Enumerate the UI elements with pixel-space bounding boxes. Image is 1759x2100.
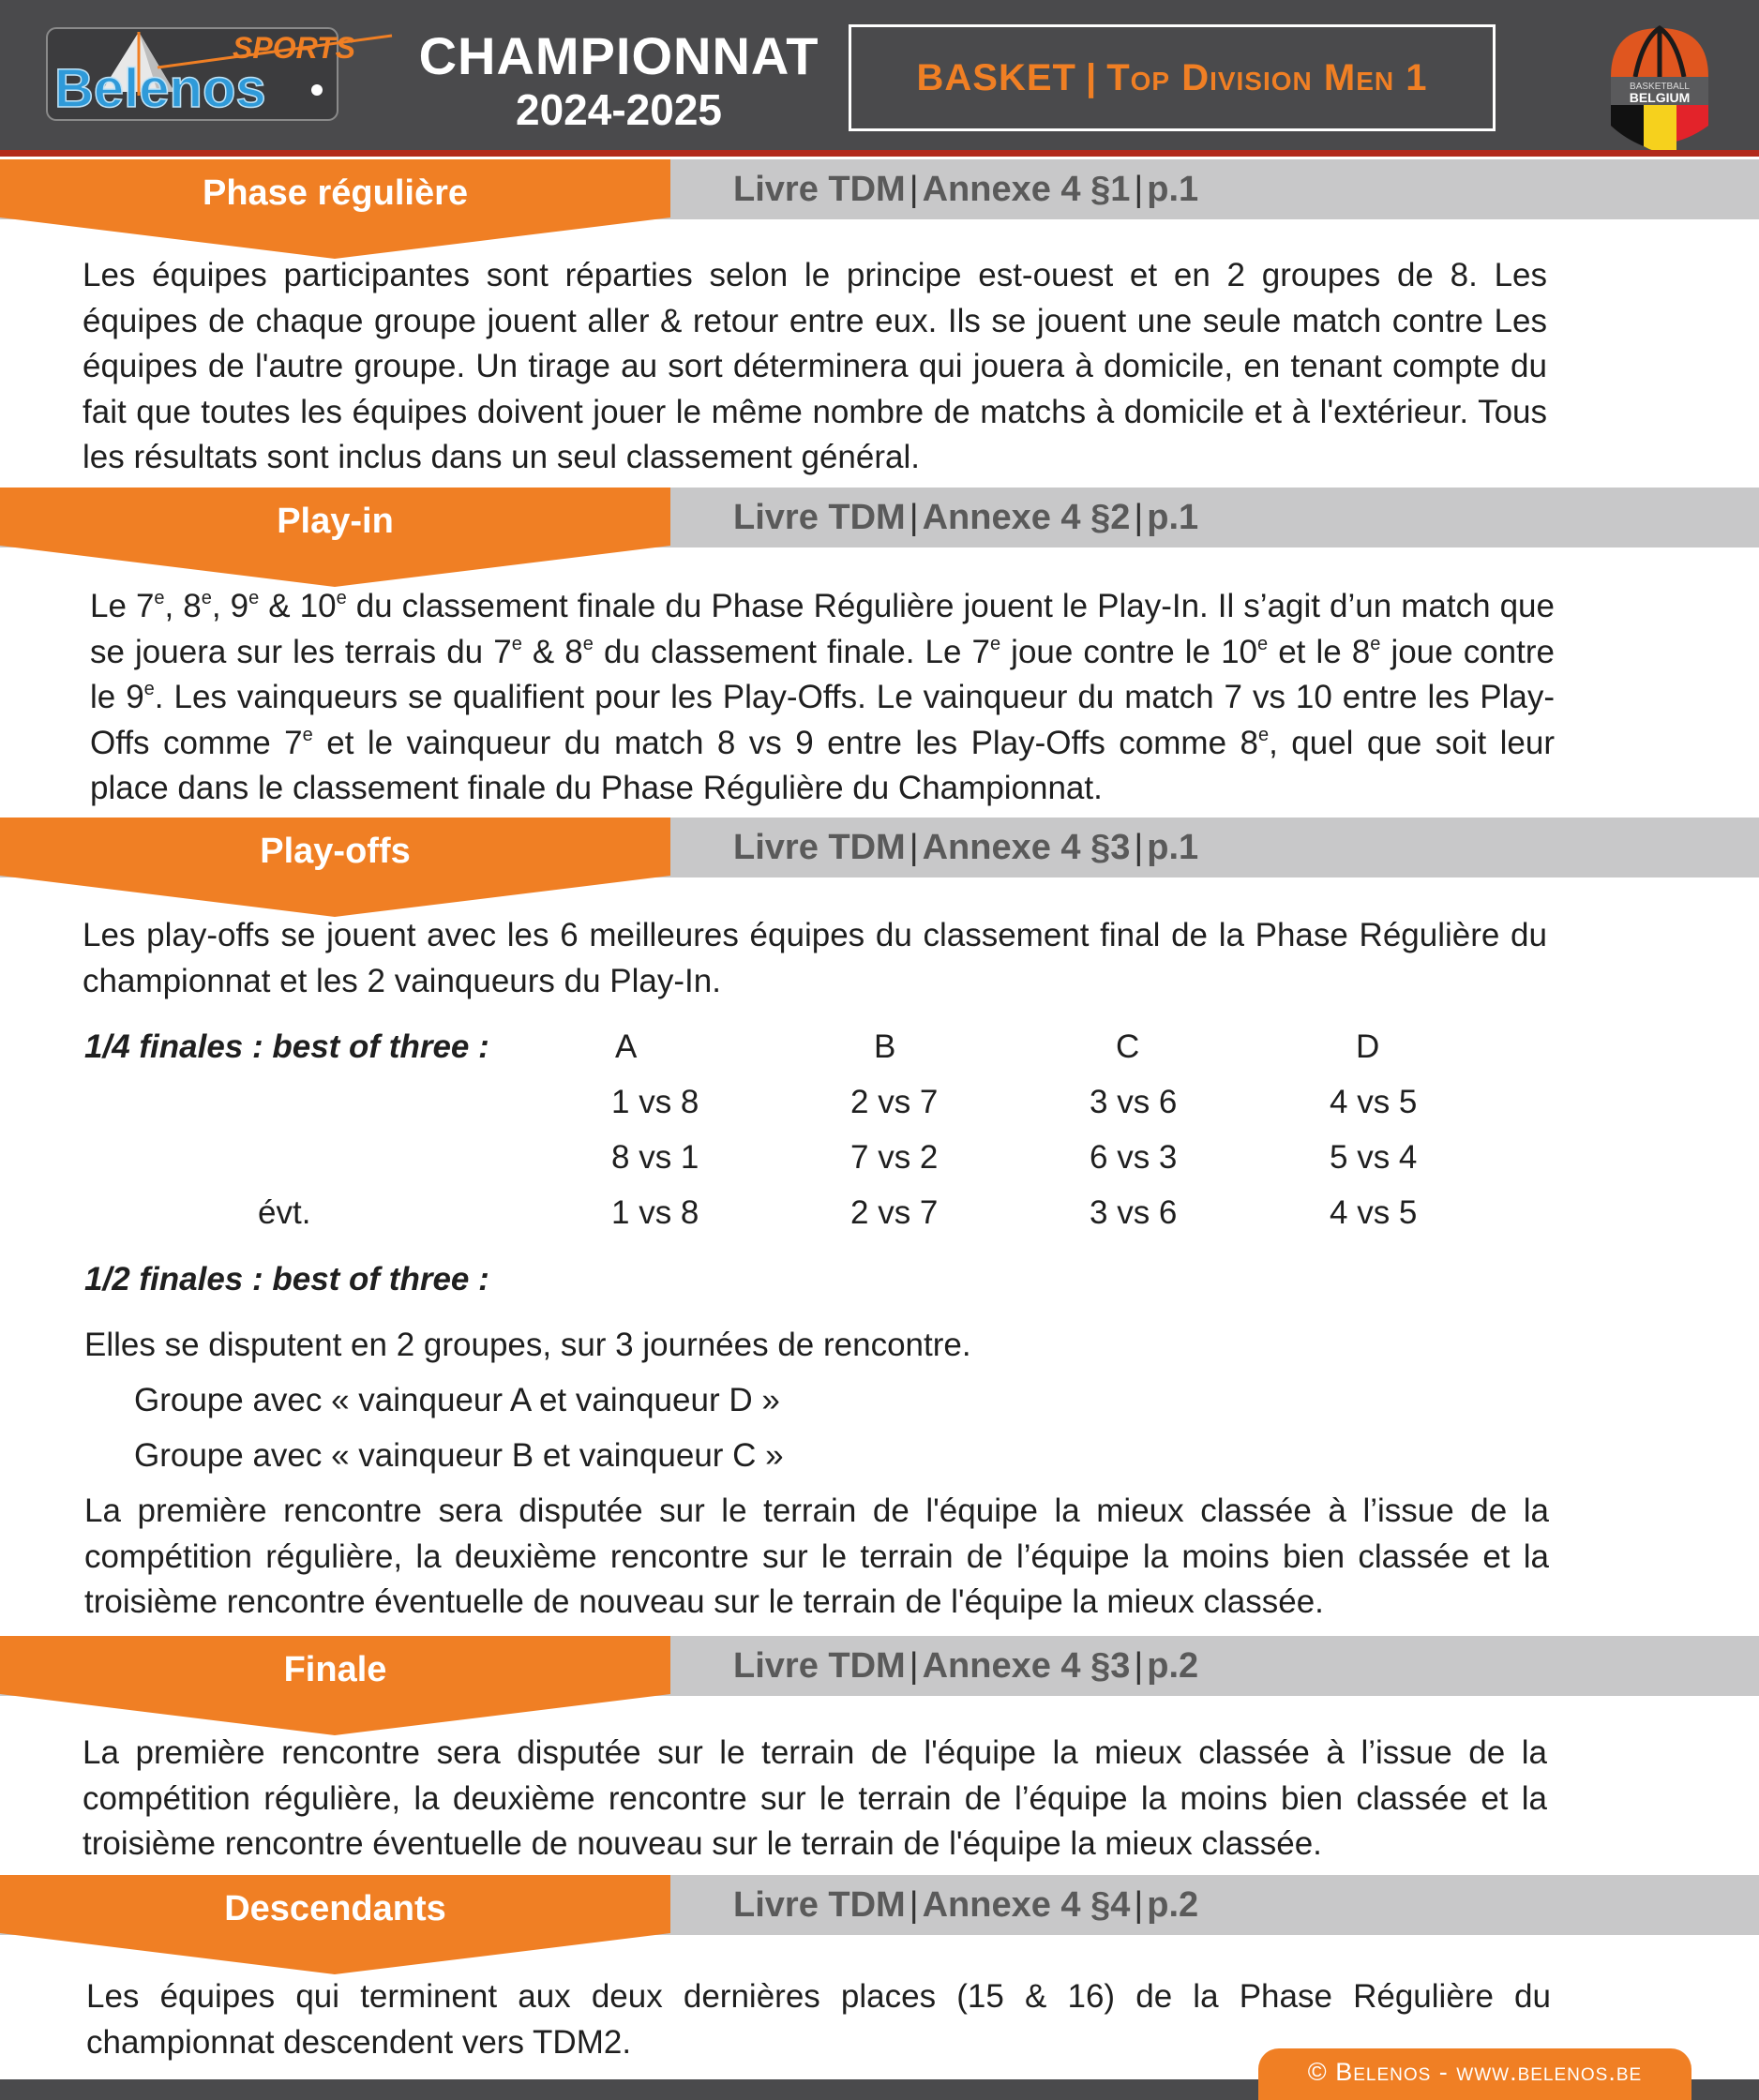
quarter-game1-c: 3 vs 6 [1090,1084,1178,1120]
section-title-playin: Play-in [277,502,394,541]
basketball-belgium-badge [1601,21,1718,161]
section-bar-playoffs [0,818,1759,921]
division-sport: BASKET [916,56,1076,98]
division-box [849,24,1496,131]
quarter-game1-b: 2 vs 7 [850,1084,939,1120]
bracket-column-b: B [874,1028,896,1065]
championship-title: CHAMPIONNAT [418,26,819,85]
section-bar-regular [0,159,1759,262]
playoffs-intro: Les play-offs se jouent avec les 6 meilleures équipes du classement final de la Phase Régulière du championnat et les 2 vainqueurs du Play-In. [83,917,1547,999]
quarter-game3-c: 3 vs 6 [1090,1194,1178,1231]
bracket-column-a: A [615,1028,638,1065]
section-title-relegation: Descendants [224,1889,446,1928]
section-title-regular: Phase régulière [202,173,469,213]
section-reference-relegation: Livre TDM | Annexe 4 §4 | p.2 [733,1885,1199,1925]
ref-annex: Annexe 4 §3 [922,1646,1131,1686]
section-bar-playin [0,488,1759,591]
ref-page: p.1 [1147,498,1199,537]
header-red-line [0,150,1759,157]
ref-annex: Annexe 4 §3 [922,828,1131,867]
logo-sports-text: SPORTS [233,31,355,65]
quarter-game2-a: 8 vs 1 [611,1139,699,1176]
page-header [0,0,1759,150]
belenos-sports-logo [45,24,401,128]
season-label: 2024-2025 [516,85,722,134]
ref-page: p.1 [1147,170,1199,209]
bracket-column-d: D [1356,1028,1380,1065]
ref-book: Livre TDM [733,498,906,537]
quarter-game2-c: 6 vs 3 [1090,1139,1178,1176]
section-reference-playin: Livre TDM | Annexe 4 §2 | p.1 [733,498,1199,537]
section-bar-relegation [0,1875,1759,1978]
playin-text: Le 7e, 8e, 9e & 10e du classement finale du Phase Régulière jouent le Play-In. Il s’agit d’un match que se jouera sur les terrais du 7e & 8e du classement finale. Le 7e joue contre le 10e et le 8e joue contre le 9e. Les vainqueurs se qualifient pour les Play-Offs. Le vainqueur du match 7 vs 10 entre les Play-Offs comme 7e et le vainqueur du match 8 vs 9 entre les Play-Offs comme 8e, quel que soit leur place dans le classement finale du Phase Régulière du Championnat. [90,588,1556,806]
quarter-game1-d: 4 vs 5 [1330,1084,1418,1120]
section-title-playoffs: Play-offs [260,832,411,871]
quarterfinals-label: 1/4 finales : best of three : [84,1028,489,1065]
semifinals-rules-text: La première rencontre sera disputée sur le terrain de l'équipe la mieux classée à l’issue de la compétition régulière, la deuxième rencontre sur le terrain de l’équipe la moins bien classée et la troisième rencontre éventuelle de nouveau sur le terrain de l'équipe la mieux classée. [84,1492,1549,1620]
ref-page: p.1 [1147,828,1199,867]
relegation-text: Les équipes qui terminent aux deux dernières places (15 & 16) de la Phase Régulière du championnat descendent vers TDM2. [86,1978,1551,2061]
badge-text-bottom: BELGIUM [1629,90,1691,105]
eventual-game-label: évt. [258,1194,311,1231]
division-separator: | [1085,56,1098,98]
quarter-game2-d: 5 vs 4 [1330,1139,1418,1176]
ref-annex: Annexe 4 §2 [922,498,1131,537]
ref-page: p.2 [1147,1646,1199,1686]
section-title-final: Finale [283,1650,387,1689]
section-reference-playoffs: Livre TDM | Annexe 4 §3 | p.1 [733,828,1199,867]
bracket-column-c: C [1116,1028,1140,1065]
ref-book: Livre TDM [733,170,906,209]
ref-book: Livre TDM [733,1885,906,1925]
championship-title-block [413,28,825,135]
quarter-game3-a: 1 vs 8 [611,1194,699,1231]
quarter-game2-b: 7 vs 2 [850,1139,939,1176]
section-reference-regular: Livre TDM | Annexe 4 §1 | p.1 [733,170,1199,209]
regular-phase-text: Les équipes participantes sont réparties selon le principe est-ouest et en 2 groupes de 8. Les équipes de chaque groupe jouent aller & retour entre eux. Ils se jouent une seule match contre Les équipes de l'autre groupe. Un tirage au sort déterminera qui jouera à domicile, en tenant compte du fait que toutes les équipes doivent jouer le même nombre de matchs à domicile et à l'extérieur. Tous les résultats sont inclus dans un seul classement général. [83,257,1547,475]
division-name: Top Division Men 1 [1106,56,1428,98]
section-bar-final [0,1636,1759,1739]
quarter-game3-b: 2 vs 7 [850,1194,939,1231]
ref-book: Livre TDM [733,1646,906,1686]
section-reference-final: Livre TDM | Annexe 4 §3 | p.2 [733,1646,1199,1686]
quarter-game1-a: 1 vs 8 [611,1084,699,1120]
footer-copyright: © Belenos - www.belenos.be [1258,2048,1691,2100]
semifinal-group-1: Groupe avec « vainqueur A et vainqueur D » [134,1382,780,1418]
ref-page: p.2 [1147,1885,1199,1925]
semifinals-intro: Elles se disputent en 2 groupes, sur 3 journées de rencontre. [84,1327,971,1363]
ref-book: Livre TDM [733,828,906,867]
final-text: La première rencontre sera disputée sur le terrain de l'équipe la mieux classée à l’issue de la compétition régulière, la deuxième rencontre sur le terrain de l’équipe la moins bien classée et la troisième rencontre éventuelle de nouveau sur le terrain de l'équipe la mieux classée. [83,1734,1547,1862]
ref-annex: Annexe 4 §1 [922,170,1131,209]
ref-annex: Annexe 4 §4 [922,1885,1131,1925]
semifinal-group-2: Groupe avec « vainqueur B et vainqueur C » [134,1437,784,1474]
badge-text-top: BASKETBALL [1630,82,1690,92]
quarter-game3-d: 4 vs 5 [1330,1194,1418,1231]
logo-brand-text: Belenos [54,58,266,119]
semifinals-label: 1/2 finales : best of three : [84,1261,489,1298]
